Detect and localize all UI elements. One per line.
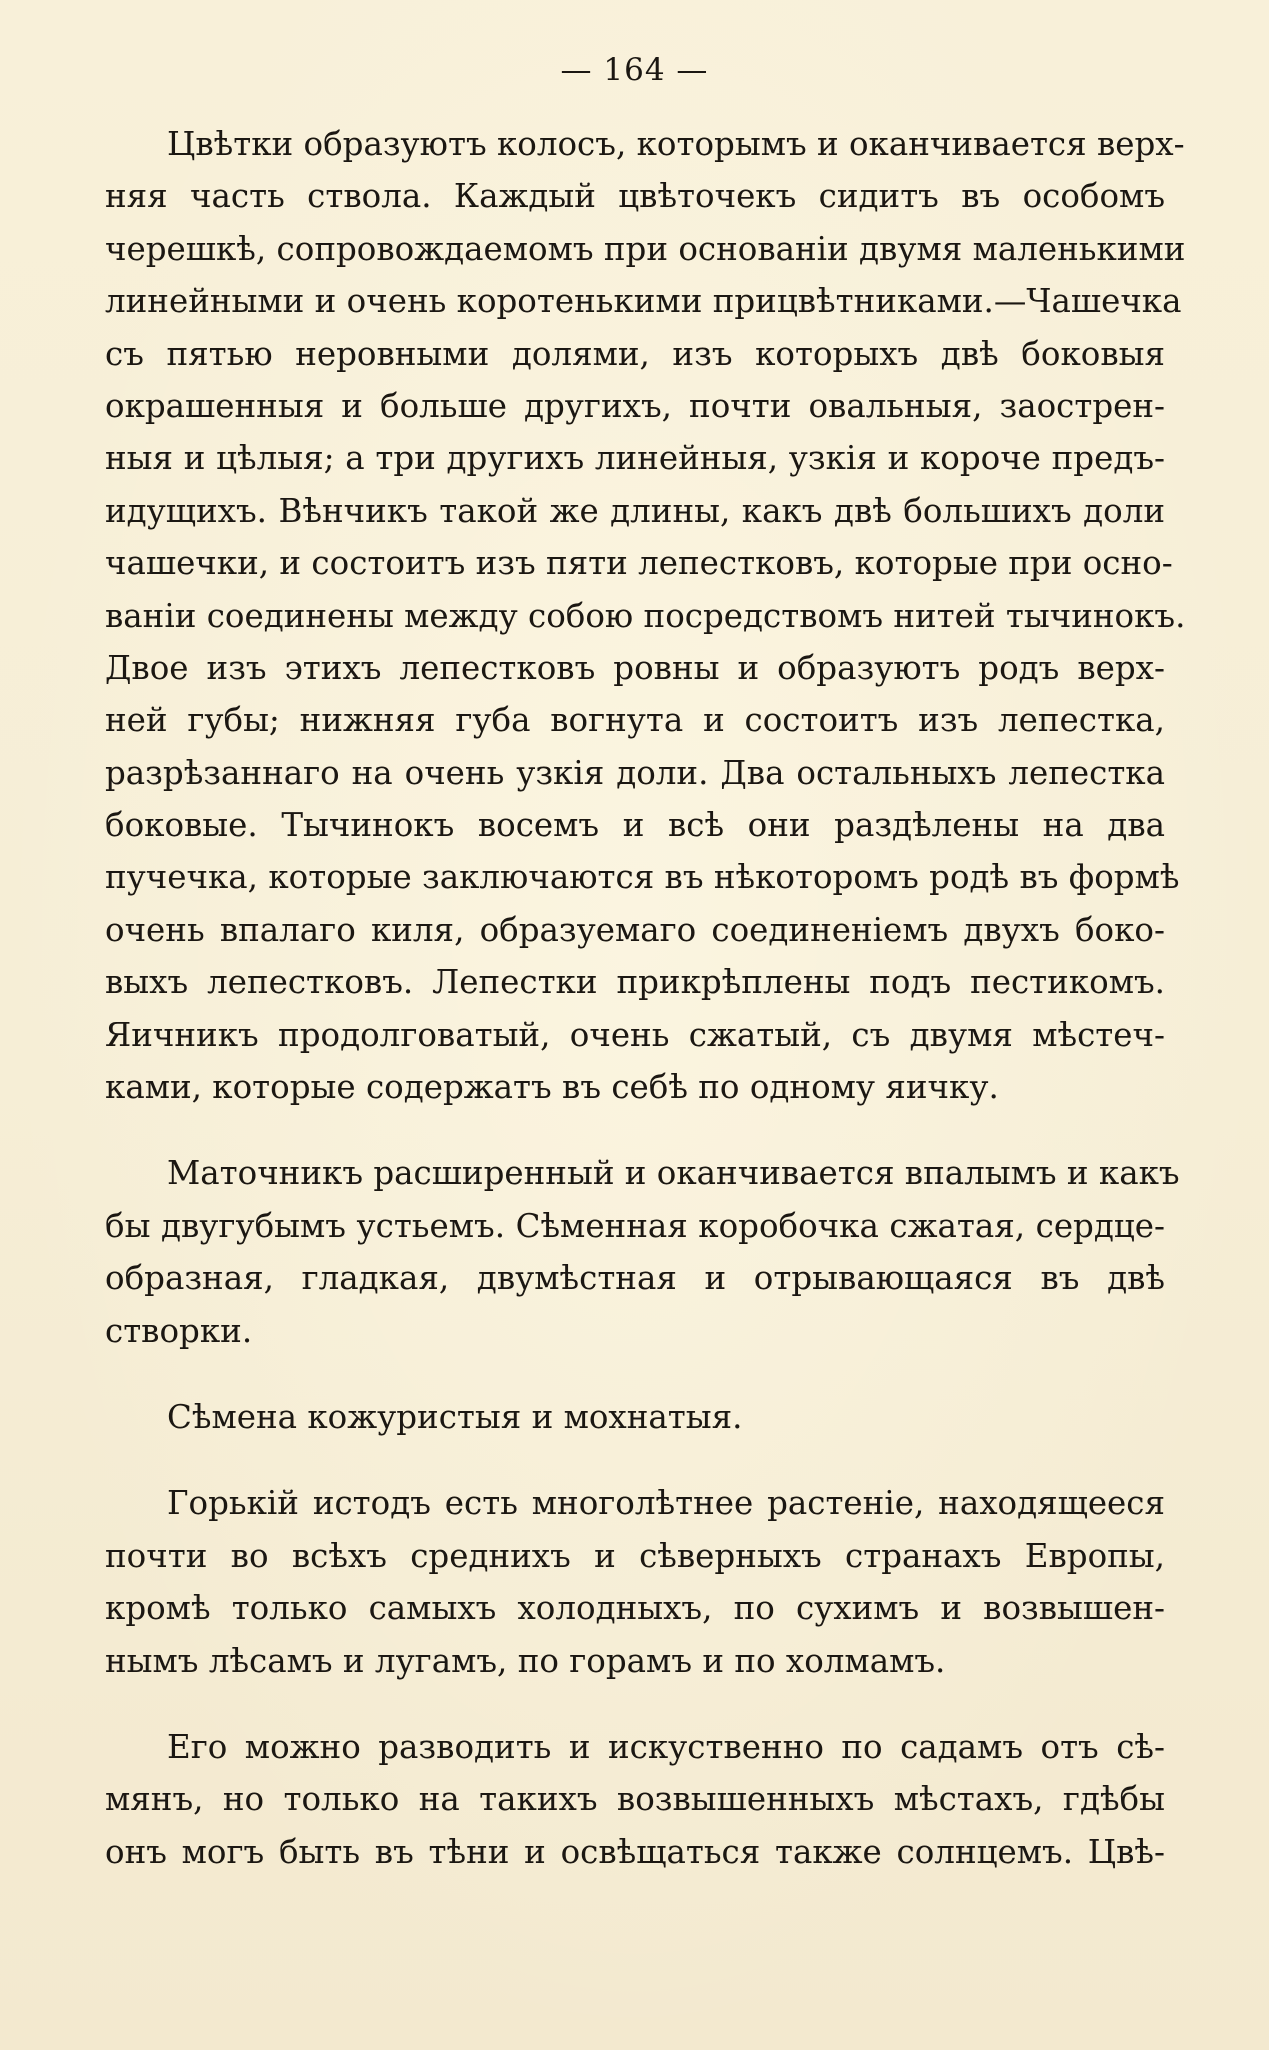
text-line: идущихъ. Вѣнчикъ такой же длины, какъ двѣ большихъ доли [105, 491, 1165, 530]
paragraph-spacer [105, 1687, 1165, 1721]
text-line: створки. [105, 1311, 253, 1350]
text-line: почти во всѣхъ среднихъ и сѣверныхъ странахъ Европы, [105, 1536, 1165, 1575]
text-line: Маточникъ расширенный и оканчивается впалымъ и какъ [167, 1154, 1180, 1193]
text-line: съ пятью неровными долями, изъ которыхъ двѣ боковыя [105, 334, 1165, 373]
text-line: пучечка, которые заключаются въ нѣкоторомъ родѣ въ формѣ [105, 858, 1180, 897]
text-line: разрѣзаннаго на очень узкія доли. Два остальныхъ лепестка [105, 753, 1165, 792]
paragraph-4 [105, 1477, 1165, 1687]
body-text [105, 118, 1186, 1878]
text-line: выхъ лепестковъ. Лепестки прикрѣплены подъ пестикомъ. [105, 963, 1165, 1002]
page-number: — 164 — [560, 52, 709, 88]
text-line: Яичникъ продолговатый, очень сжатый, съ двумя мѣстеч- [105, 1015, 1165, 1054]
text-line: онъ могъ быть въ тѣни и освѣщаться также солнцемъ. Цвѣ- [105, 1832, 1165, 1871]
text-line: Цвѣтки образуютъ колосъ, которымъ и оканчивается верх- [167, 125, 1185, 163]
text-line: ками, которые содержатъ въ себѣ по одному яичку. [105, 1068, 999, 1107]
text-line: ваніи соединены между собою посредствомъ нитей тычинокъ. [105, 596, 1186, 635]
text-line: боковые. Тычинокъ восемъ и всѣ они раздѣлены на два [105, 806, 1165, 845]
text-line: Его можно разводить и искуственно по садамъ отъ сѣ- [167, 1727, 1165, 1766]
text-line: черешкѣ, сопровождаемомъ при основаніи двумя маленькими [105, 229, 1186, 268]
paragraph-spacer [105, 1357, 1165, 1391]
text-line: Сѣмена кожуристыя и мохнатыя. [167, 1397, 743, 1436]
paragraph-3 [105, 1391, 1165, 1443]
paragraph-5 [105, 1721, 1165, 1878]
text-line: кромѣ только самыхъ холодныхъ, по сухимъ и возвышен- [105, 1589, 1165, 1628]
text-line: образная, гладкая, двумѣстная и отрывающаяся въ двѣ [105, 1259, 1165, 1298]
paragraph-spacer [105, 1443, 1165, 1477]
text-line: няя часть ствола. Каждый цвѣточекъ сидитъ въ особомъ [105, 177, 1165, 216]
text-line: Двое изъ этихъ лепестковъ ровны и образуютъ родъ верх- [105, 648, 1165, 687]
text-line: окрашенныя и больше другихъ, почти овальныя, заострен- [105, 386, 1165, 425]
paragraph-2 [105, 1147, 1180, 1357]
paragraph-1 [105, 118, 1186, 1113]
text-line: мянъ, но только на такихъ возвышенныхъ мѣстахъ, гдѣбы [105, 1780, 1165, 1819]
text-line: очень впалаго киля, образуемаго соединеніемъ двухъ боко- [105, 910, 1165, 949]
text-line: нымъ лѣсамъ и лугамъ, по горамъ и по холмамъ. [105, 1641, 946, 1680]
text-line: бы двугубымъ устьемъ. Сѣменная коробочка сжатая, сердце- [105, 1206, 1165, 1245]
text-line: ней губы; нижняя губа вогнута и состоитъ изъ лепестка, [105, 701, 1165, 740]
paragraph-spacer [105, 1113, 1165, 1147]
text-line: Горькій истодъ есть многолѣтнее растеніе, находящееся [167, 1484, 1165, 1523]
text-line: линейными и очень коротенькими прицвѣтниками.—Чашечка [105, 282, 1182, 321]
text-line: чашечки, и состоитъ изъ пяти лепестковъ, которые при осно- [105, 544, 1173, 583]
text-line: ныя и цѣлыя; а три другихъ линейныя, узкія и короче предъ- [105, 439, 1165, 478]
